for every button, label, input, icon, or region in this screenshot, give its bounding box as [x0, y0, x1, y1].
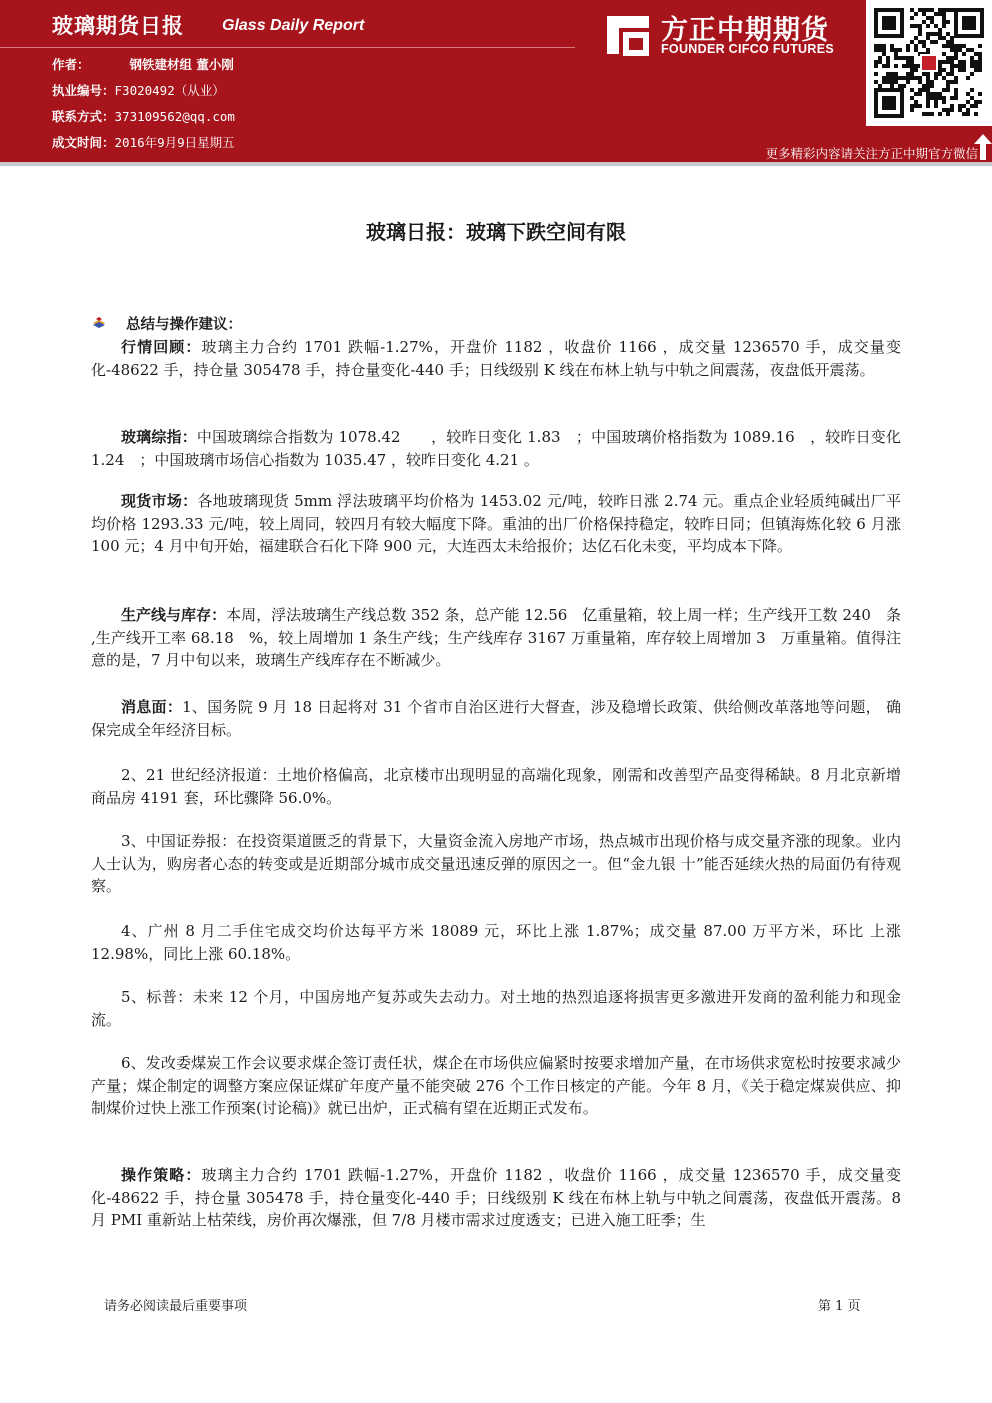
contact-label: 联系方式： — [52, 109, 115, 124]
paragraph-text: 玻璃主力合约 1701 跌幅-1.27%，开盘价 1182 ，收盘价 1166 ，成交量 1236570 手，成交量变化-48622 手，持仓量 305478 手，持仓量变化-440 手；日线级别 K 线在布林上轨与中轨之间震荡，夜盘低开震荡。8 月 PMI 重新站上枯荣线，房价再次爆涨，但 7/8 月楼市需求过度透支；已进入施工旺季；生 — [91, 1166, 901, 1229]
bullet-icon — [91, 314, 107, 330]
page-number: 第 1 页 — [818, 1299, 861, 1314]
paragraph-text: 3、中国证券报：在投资渠道匮乏的背景下，大量资金流入房地产市场，热点城市出现价格与成交量齐涨的现象。业内人士认为，购房者心态的转变或是近期部分城市成交量迅速反弹的原因之一。但“金九银 十”能否延续火热的局面仍有待观察。 — [91, 832, 901, 895]
paragraph-label: 行情回顾： — [121, 338, 202, 356]
paragraph-spot-market — [91, 490, 901, 558]
paragraph-text: 4、广州 8 月二手住宅成交均价达每平方米 18089 元，环比上涨 1.87%；成交量 87.00 万平方米，环比 上涨 12.98%，同比上涨 60.18%。 — [91, 922, 901, 963]
paragraph-text: 本周，浮法玻璃生产线总数 352 条，总产能 12.56 亿重量箱，较上周一样；生产线开工数 240 条 ,生产线开工率 68.18 %，较上周增加 1 条生产线；生产线库存 3167 万重量箱，库存较上周增加 3 万重量箱。值得注意的是，7 月中旬以来，玻璃生产线库存在不断减少。 — [91, 606, 901, 669]
paragraph-production-inventory — [91, 604, 901, 672]
author-row — [52, 55, 234, 73]
author-label: 作者： — [52, 57, 90, 72]
founder-logo-icon — [603, 10, 653, 60]
summary-heading-text: 总结与操作建议： — [126, 317, 242, 333]
footer-notice: 请务必阅读最后重要事项 — [104, 1299, 248, 1314]
paragraph-glass-index — [91, 426, 901, 471]
author-value: 钢铁建材组 董小刚 — [129, 57, 234, 72]
paragraph-text: 5、标普：未来 12 个月，中国房地产复苏或失去动力。对土地的热烈追逐将损害更多激进开发商的盈利能力和现金流。 — [91, 988, 901, 1029]
paragraph-text: 2、21 世纪经济报道：土地价格偏高，北京楼市出现明显的高端化现象，刚需和改善型产品变得稀缺。8 月北京新增商品房 4191 套，环比骤降 56.0%。 — [91, 766, 901, 807]
paragraph-news-2 — [91, 764, 901, 809]
report-title-en: Glass Daily Report — [222, 17, 365, 34]
header-divider — [0, 47, 575, 48]
paragraph-news-3 — [91, 830, 901, 898]
report-header — [0, 0, 992, 162]
company-logo — [603, 8, 861, 60]
paragraph-strategy — [91, 1164, 901, 1232]
paragraph-news-5 — [91, 986, 901, 1031]
contact-row — [52, 107, 235, 125]
contact-value[interactable]: 373109562@qq.com — [114, 109, 235, 124]
paragraph-label: 操作策略： — [121, 1166, 202, 1184]
report-title-cn: 玻璃期货日报 — [52, 14, 184, 38]
paragraph-news-1 — [91, 696, 901, 741]
paragraph-market-review-main — [91, 336, 901, 381]
paragraph-label: 玻璃综指： — [121, 428, 197, 446]
document-title: 玻璃日报：玻璃下跌空间有限 — [366, 220, 626, 244]
license-row — [52, 81, 225, 99]
paragraph-news-6 — [91, 1052, 901, 1120]
arrow-up-icon — [974, 134, 992, 160]
qr-code-icon — [866, 0, 992, 126]
paragraph-text: 6、发改委煤炭工作会议要求煤企签订责任状，煤企在市场供应偏紧时按要求增加产量，在市场供求宽松时按要求减少产量；煤企制定的调整方案应保证煤矿年度产量不能突破 276 个工作日核定的产能。今年 8 月，《关于稳定煤炭供应、抑制煤价过快上涨工作预案(讨论稿)》就已出炉，正式稿有望在近期正式发布。 — [91, 1054, 901, 1117]
logo-text-en: FOUNDER CIFCO FUTURES — [661, 42, 834, 56]
paragraph-text: 中国玻璃综合指数为 1078.42 ，较昨日变化 1.83 ；中国玻璃价格指数为 1089.16 ，较昨日变化 1.24 ；中国玻璃市场信心指数为 1035.47 ，较昨日变化 4.21 。 — [91, 428, 901, 469]
paragraph-text: 各地玻璃现货 5mm 浮法玻璃平均价格为 1453.02 元/吨，较昨日涨 2.74 元。重点企业轻质纯碱出厂平均价格 1293.33 元/吨，较上周同，较四月有较大幅度下降。重油的出厂价格保持稳定，较昨日同；但镇海炼化较 6 月涨 100 元；4 月中旬开始，福建联合石化下降 900 元，大连西太未给报价；达亿石化未变，平均成本下降。 — [91, 492, 901, 555]
paragraph-news-4 — [91, 920, 901, 965]
date-value: 2016年9月9日星期五 — [114, 135, 235, 150]
paragraph-text: 玻璃主力合约 1701 跌幅-1.27%，开盘价 1182 ，收盘价 1166 ，成交量 1236570 手，成交量变化-48622 手，持仓量 305478 手，持仓量变化-440 手；日线级别 K 线在布林上轨与中轨之间震荡，夜盘低开震荡。 — [91, 338, 901, 379]
paragraph-label: 现货市场： — [121, 492, 198, 510]
header-bottom-rule — [0, 162, 992, 166]
license-label: 执业编号： — [52, 83, 115, 98]
qr-code — [866, 0, 992, 126]
date-label: 成文时间： — [52, 135, 115, 150]
paragraph-text: 1、国务院 9 月 18 日起将对 31 个省市自治区进行大督查，涉及稳增长政策、供给侧改革落地等问题， 确保完成全年经济目标。 — [91, 698, 901, 739]
paragraph-label: 消息面： — [121, 698, 183, 716]
logo-text-cn: 方正中期期货 — [661, 15, 829, 46]
paragraph-label: 生产线与库存： — [121, 606, 227, 624]
follow-wechat-text: 更多精彩内容请关注方正中期官方微信 — [765, 146, 978, 161]
date-row — [52, 133, 235, 151]
license-value: F3020492（从业） — [114, 83, 225, 98]
